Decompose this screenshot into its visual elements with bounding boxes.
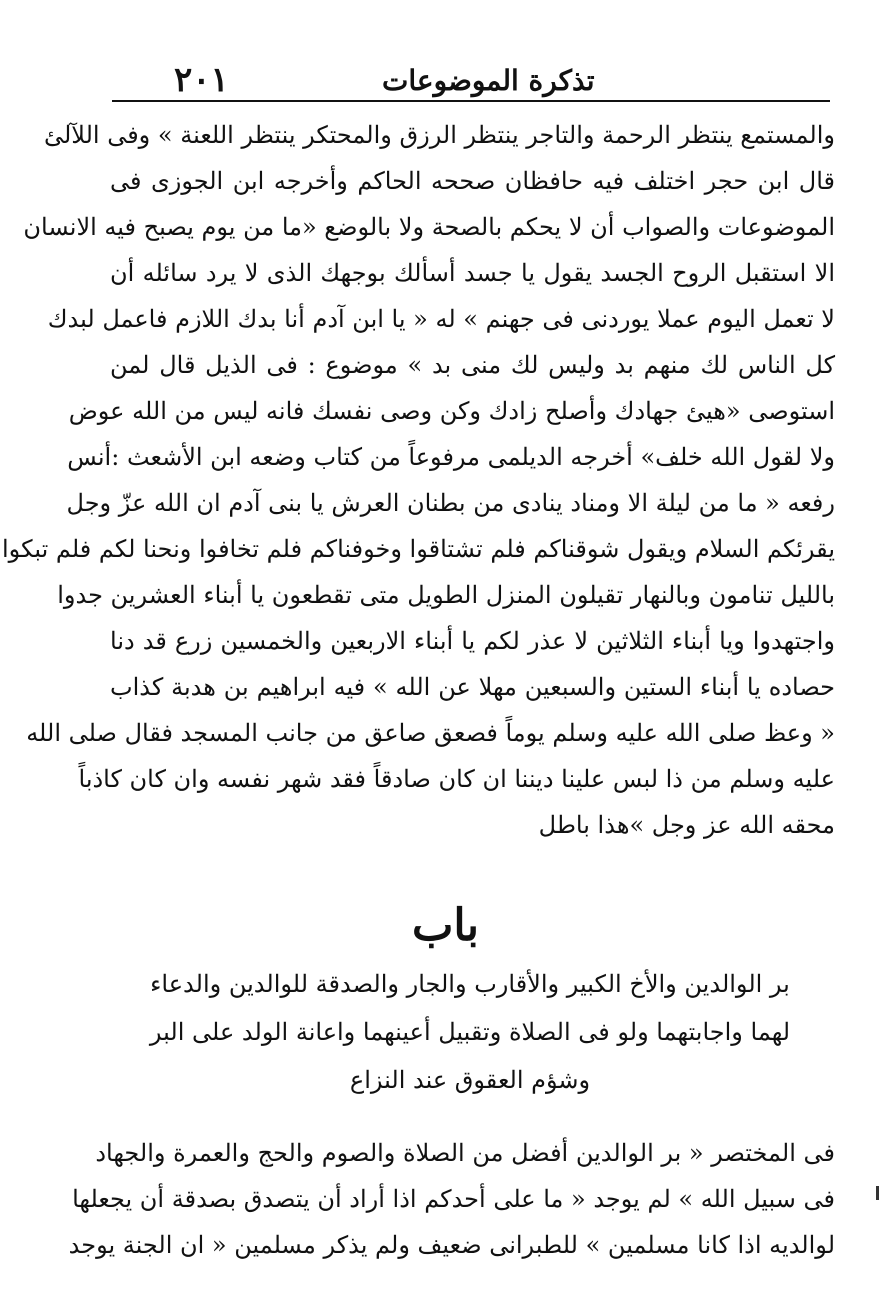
text-line: حصاده يا أبناء الستين والسبعين مهلا عن الله » فيه ابراهيم بن هدبة كذاب	[110, 673, 835, 701]
text-line: الا استقبل الروح الجسد يقول يا جسد أسألك بوجهك الذى لا يرد سائله أن	[110, 259, 835, 287]
text-line: والمستمع ينتظر الرحمة والتاجر ينتظر الرزق والمحتكر ينتظر اللعنة » وفى اللآلئ	[43, 121, 835, 149]
text-line: محقه الله عز وجل »هذا باطل	[538, 811, 835, 839]
text-line: فى المختصر « بر الوالدين أفضل من الصلاة والصوم والحج والعمرة والجهاد	[95, 1139, 835, 1167]
text-line: رفعه « ما من ليلة الا ومناد ينادى من بطنان العرش يا بنى آدم ان الله عزّ وجل	[66, 489, 835, 517]
section-subtitle	[100, 960, 840, 1104]
section-heading: باب	[411, 900, 480, 951]
page-header	[112, 60, 812, 100]
text-line: الموضوعات والصواب أن لا يحكم بالصحة ولا بالوضع «ما من يوم يصبح فيه الانسان	[23, 213, 835, 241]
running-title: تذكرة الموضوعات	[382, 64, 595, 97]
text-line: عليه وسلم من ذا لبس علينا ديننا ان كان صادقاً فقد شهر نفسه وان كان كاذباً	[78, 765, 835, 793]
header-rule	[112, 100, 830, 102]
text-line: « وعظ صلى الله عليه وسلم يوماً فصعق صاعق من جانب المسجد فقال صلى الله	[26, 719, 835, 747]
page-number: ٢٠١	[174, 60, 229, 100]
subtitle-line: وشؤم العقوق عند النزاع	[349, 1066, 591, 1094]
section-text	[68, 1130, 835, 1268]
text-line: يقرئكم السلام ويقول شوقناكم فلم تشتاقوا وخوفناكم فلم تخافوا ونحنا لكم فلم تبكوا	[2, 535, 835, 563]
subtitle-line: لهما واجابتهما ولو فى الصلاة وتقبيل أعينهما واعانة الولد على البر	[149, 1018, 791, 1046]
text-line: ولا لقول الله خلف» أخرجه الديلمى مرفوعاً من كتاب وضعه ابن الأشعث :أنس	[67, 443, 835, 471]
text-line: بالليل تنامون وبالنهار تقيلون المنزل الطويل متى تقطعون يا أبناء العشرين جدوا	[57, 581, 835, 609]
subtitle-line: بر الوالدين والأخ الكبير والأقارب والجار والصدقة للوالدين والدعاء	[150, 970, 790, 998]
text-line: لوالديه اذا كانا مسلمين » للطبرانى ضعيف ولم يذكر مسلمين « ان الجنة يوجد	[68, 1231, 835, 1259]
text-line: قال ابن حجر اختلف فيه حافظان صححه الحاكم وأخرجه ابن الجوزى فى	[110, 167, 835, 195]
text-line: واجتهدوا ويا أبناء الثلاثين لا عذر لكم يا أبناء الاربعين والخمسين زرع قد دنا	[110, 627, 835, 655]
text-line: لا تعمل اليوم عملا يوردنى فى جهنم » له « يا ابن آدم أنا بدك اللازم فاعمل لبدك	[47, 305, 835, 333]
main-text	[2, 112, 836, 848]
text-line: استوصى «هيئ جهادك وأصلح زادك وكن وصى نفسك فانه ليس من الله عوض	[68, 397, 835, 425]
margin-mark	[876, 1186, 879, 1200]
text-line: فى سبيل الله » لم يوجد « ما على أحدكم اذا أراد أن يتصدق بصدقة أن يجعلها	[72, 1185, 835, 1213]
text-line: كل الناس لك منهم بد وليس لك منى بد » موضوع : فى الذيل قال لمن	[110, 351, 836, 379]
